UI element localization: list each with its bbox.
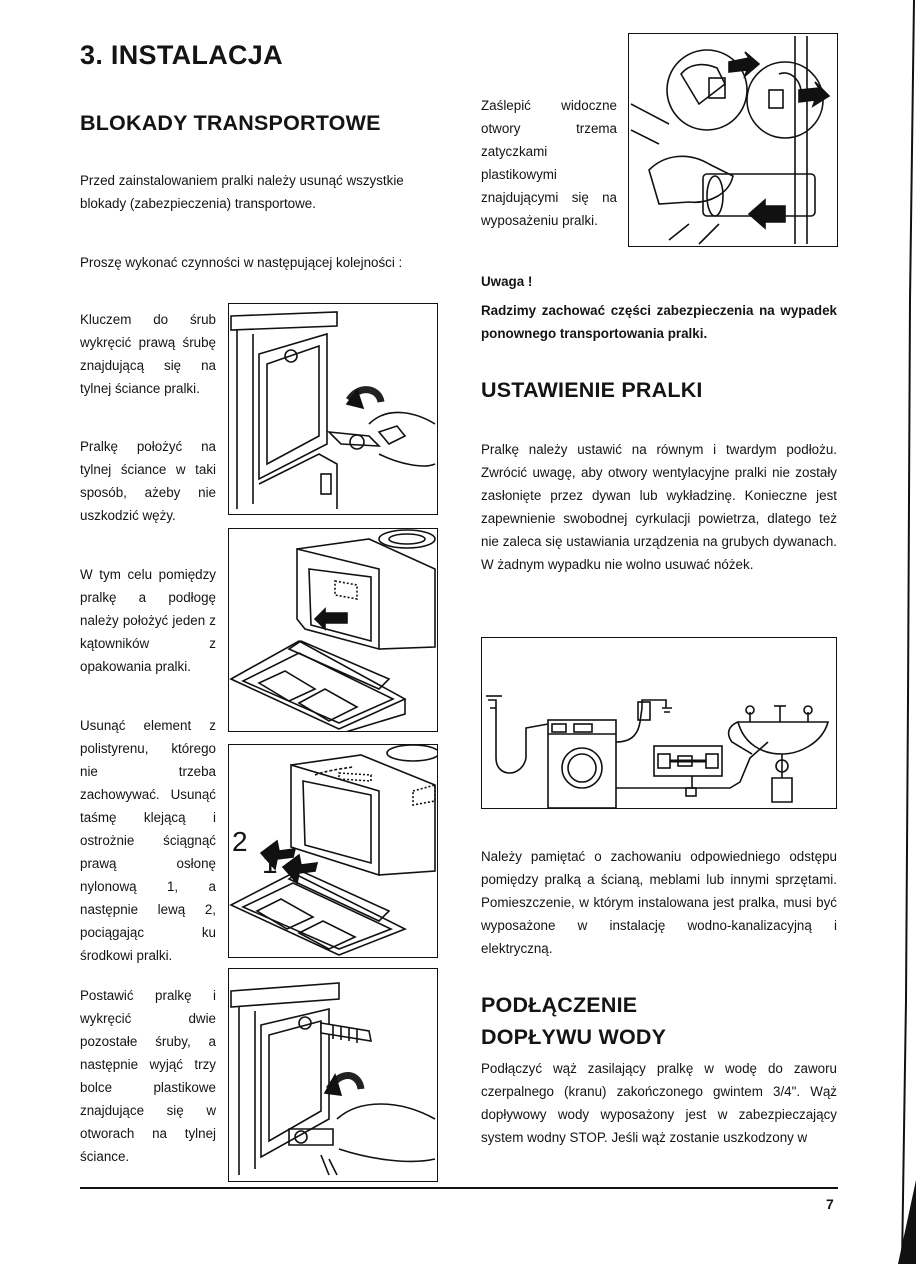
intro-text: Przed zainstalowaniem pralki należy usunąć wszystkie blokady (zabezpieczenia) transportowe. bbox=[80, 173, 404, 211]
heading-water-connection-2: DOPŁYWU WODY bbox=[481, 1025, 667, 1049]
spacing-text: Należy pamiętać o zachowaniu odpowiedniego odstępu pomiędzy pralką a ścianą, meblami lub innymi sprzętami. Pomieszczenie, w którym instalowana jest pralka, musi być wyposażone w instalację wodno-kanalizacyjną i elektryczną. bbox=[481, 849, 837, 956]
setup-text: Pralkę należy ustawić na równym i twardym podłożu. Zwrócić uwagę, aby otwory wentylacyjne pralki nie zostały zasłonięte przez dywan lub wykładzinę. Konieczne jest zapewnienie swobodnej cyrkulacji powietrza, dlatego też nie zaleca się ustawiania urządzenia na grubych dywanach. W żadnym wypadku nie wolno usuwać nóżek. bbox=[481, 442, 837, 572]
figure-label-1: 1 bbox=[262, 848, 278, 879]
scan-edge bbox=[888, 0, 916, 1264]
heading-water-connection-1: PODŁĄCZENIE bbox=[481, 993, 638, 1017]
figure-remove-screws bbox=[228, 968, 438, 1182]
figure-lay-on-back bbox=[228, 528, 438, 732]
figure-remove-covers bbox=[228, 744, 438, 958]
note-title: Uwaga ! bbox=[481, 274, 533, 289]
order-note: Proszę wykonać czynności w następującej kolejności : bbox=[80, 255, 403, 270]
figure-installation-diagram bbox=[481, 637, 837, 809]
footer-rule bbox=[80, 1187, 838, 1189]
section-title: 3. INSTALACJA bbox=[80, 40, 283, 70]
figure-unscrew-bolt bbox=[228, 303, 438, 515]
step-3-text: W tym celu pomiędzy pralkę a podłogę należy położyć jeden z kątowników z opakowania pralki. bbox=[80, 567, 216, 674]
heading-machine-setup: USTAWIENIE PRALKI bbox=[481, 378, 703, 402]
page-number: 7 bbox=[826, 1196, 834, 1212]
note-text: Radzimy zachować części zabezpieczenia na wypadek ponownego transportowania pralki. bbox=[481, 303, 837, 341]
step-4-text: Usunąć element z polistyrenu, którego nie trzeba zachowywać. Usunąć taśmę klejącą i ostrożnie ściągnąć prawą osłonę nylonową 1, a następnie lewą 2, pociągając ku środkowi pralki. bbox=[80, 718, 216, 963]
step-1-text: Kluczem do śrub wykręcić prawą śrubę znajdującą się na tylnej ściance pralki. bbox=[80, 312, 216, 396]
water-connection-text: Podłączyć wąż zasilający pralkę w wodę do zaworu czerpalnego (kranu) zakończonego gwintem 3/4". Wąż dopływowy wody wyposażony jest w zabezpieczający system wodny STOP. Jeśli wąż zostanie uszkodzony w bbox=[481, 1061, 837, 1145]
figure-insert-plugs bbox=[628, 33, 838, 247]
figure-label-2: 2 bbox=[232, 826, 248, 857]
step-5-text: Postawić pralkę i wykręcić dwie pozostałe śruby, a następnie wyjąć trzy bolce plastikowe znajdujące się w otworach na tylnej ściance. bbox=[80, 988, 216, 1164]
plug-holes-text: Zaślepić widoczne otwory trzema zatyczkami plastikowymi znajdującymi się na wyposażeniu pralki. bbox=[481, 98, 617, 228]
step-2-text: Pralkę położyć na tylnej ściance w taki sposób, ażeby nie uszkodzić węży. bbox=[80, 439, 216, 523]
heading-transport-locks: BLOKADY TRANSPORTOWE bbox=[80, 111, 381, 135]
